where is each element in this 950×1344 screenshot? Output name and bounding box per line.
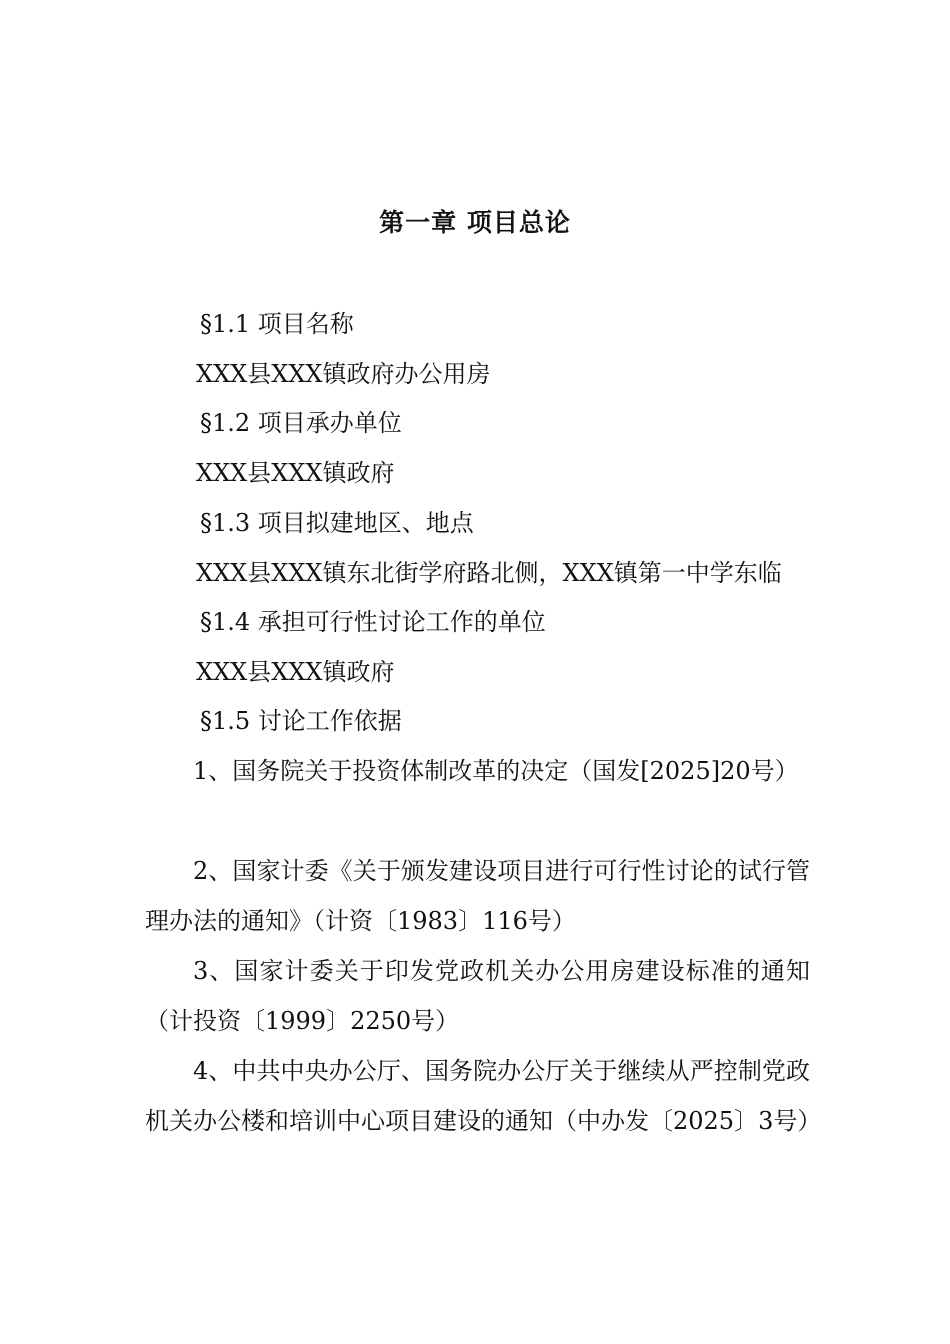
- basis-item-2: 2、国家计委《关于颁发建设项目进行可行性讨论的试行管理办法的通知》（计资〔1983〕116号）: [145, 857, 810, 935]
- chapter-title: 第一章 项目总论: [379, 208, 571, 237]
- research-unit: XXX县XXX镇政府: [196, 658, 395, 686]
- section-heading-1-2: §1.2 项目承办单位: [200, 409, 402, 437]
- project-name: XXX县XXX镇政府办公用房: [196, 360, 491, 388]
- project-location: XXX县XXX镇东北街学府路北侧，XXX镇第一中学东临: [196, 559, 782, 587]
- section-heading-1-1: §1.1 项目名称: [200, 310, 354, 338]
- basis-item-1: 1、国务院关于投资体制改革的决定（国发[2025]20号）: [193, 757, 799, 785]
- section-heading-1-4: §1.4 承担可行性讨论工作的单位: [200, 608, 546, 636]
- basis-item-4: 4、中共中央办公厅、国务院办公厅关于继续从严控制党政机关办公楼和培训中心项目建设的通知（中办发〔2025〕3号）: [145, 1057, 822, 1135]
- section-heading-1-5: §1.5 讨论工作依据: [200, 707, 402, 735]
- sponsor-unit: XXX县XXX镇政府: [196, 459, 395, 487]
- section-heading-1-3: §1.3 项目拟建地区、地点: [200, 509, 474, 537]
- basis-item-3: 3、国家计委关于印发党政机关办公用房建设标准的通知（计投资〔1999〕2250号）: [145, 957, 810, 1035]
